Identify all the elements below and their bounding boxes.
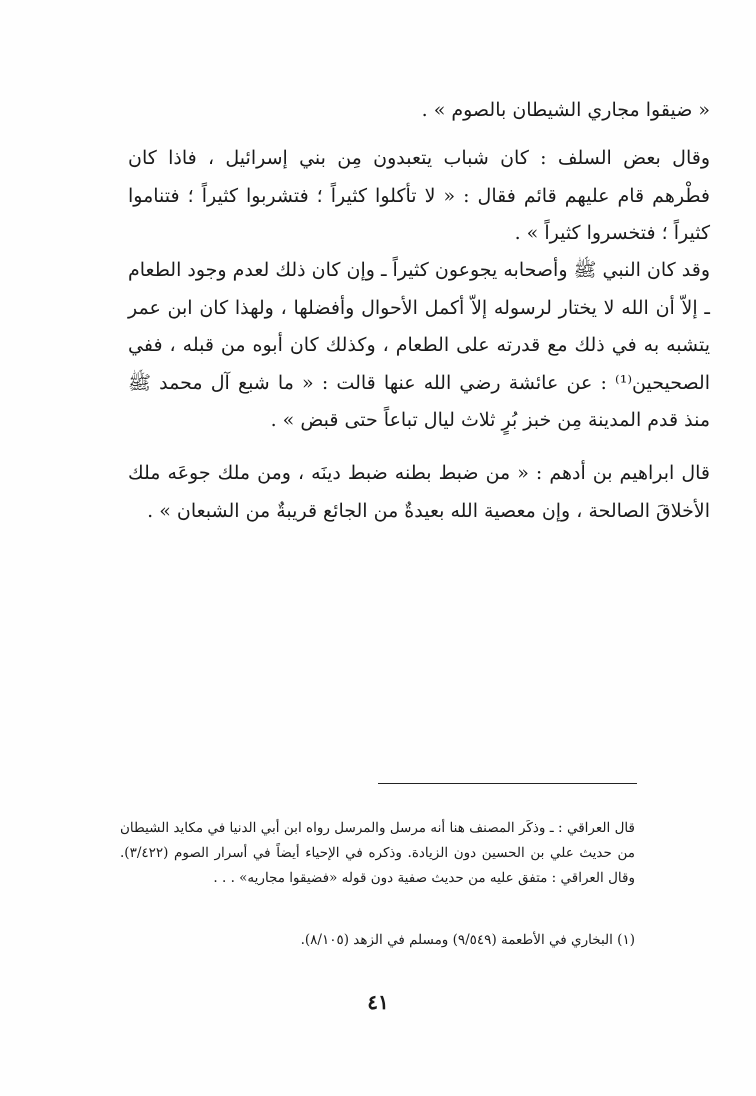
paragraph-ibrahim-adham: قال ابراهيم بن أدهم : « من ضبط بطنه ضبط دينَه ، ومن ملك جوعَه ملك الأخلاقَ الصالحة ، وإن معصية الله بعيدةٌ من الجائع قريبةٌ من الشبعان » .	[128, 462, 710, 522]
paragraph-salaf-saying: وقال بعض السلف : كان شباب يتعبدون مِن بني إسرائيل ، فاذا كان فطْرهم قام عليهم قائم فقال : « لا تأكلوا كثيراً ؛ فتشربوا كثيراً ؛ فتناموا كثيراً ؛ فتخسروا كثيراً » .	[128, 147, 710, 244]
paragraph-hadith-quote: « ضيقوا مجاري الشيطان بالصوم » .	[421, 99, 710, 121]
paragraph-prophet-hunger: وقد كان النبي ﷺ وأصحابه يجوعون كثيراً ـ وإن كان ذلك لعدم وجود الطعام ـ إلاّ أن الله لا يختار لرسوله إلاّ أكمل الأحوال وأفضلها ، ولهذا كان ابن عمر يتشبه به في ذلك مع قدرته على الطعام ، وكذلك كان أبوه من قبله ، ففي الصحيحين⁽¹⁾ : عن عائشة رضي الله عنها قالت : « ما شبع آل محمد ﷺ منذ قدم المدينة مِن خبز بُرٍ ثلاث ليال تباعاً حتى قبض » .	[127, 259, 710, 431]
footnote-iraqi: قال العراقي : ـ وذكَر المصنف هنا أنه مرسل والمرسل رواه ابن أبي الدنيا في مكايد الشيطان من حديث علي بن الحسين دون الزيادة. وذكره في الإحياء أيضاً في أسرار الصوم (٣/٤٢٢). وقال العراقي : متفق عليه من حديث صفية دون قوله «فضيقوا مجاريه» . . .	[120, 820, 635, 886]
footnote-divider	[378, 783, 637, 784]
footnote-1: (١) البخاري في الأطعمة (٩/٥٤٩) ومسلم في الزهد (٨/١٠٥).	[300, 932, 635, 948]
page-number: ٤١	[367, 990, 389, 1014]
